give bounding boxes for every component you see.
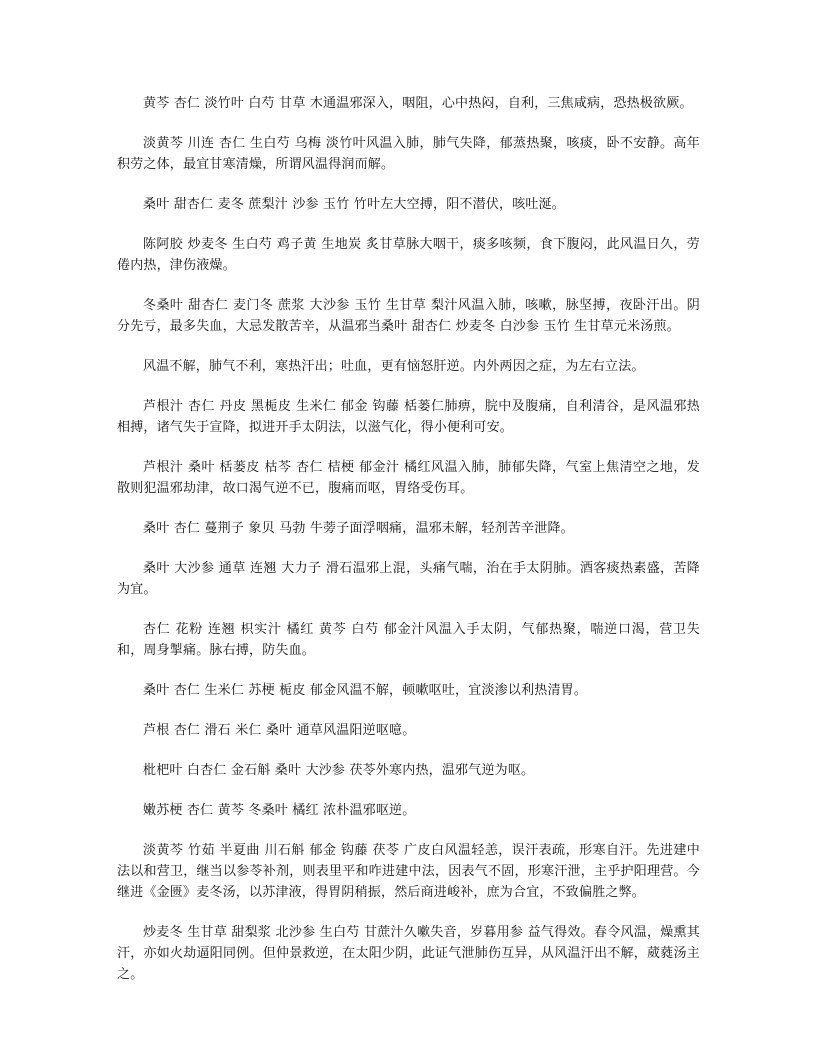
paragraph: 桑叶 杏仁 蔓荆子 象贝 马勃 牛蒡子面浮咽痛，温邪未解，轻剂苦辛泄降。	[143, 521, 574, 536]
paragraph: 杏仁 花粉 连翘 枳实汁 橘红 黄芩 白芍 郁金汁风温入手太阴，气郁热聚，喘逆口渴，营卫失和，周身掣痛。脉右搏，防失血。	[117, 622, 700, 658]
paragraph: 芦根 杏仁 滑石 米仁 桑叶 通草风温阳逆呕噫。	[143, 723, 416, 738]
paragraph: 淡黄芩 竹茹 半夏曲 川石斛 郁金 钩藤 茯苓 广皮白风温轻恙，误汗表疏，形寒自汗。先进建中法以和营卫，继当以参苓补剂，则表里平和咋进建中法，因表气不固，形寒汗泄，主乎护阳理营。今继进《金匮》麦冬汤，以苏津液，得胃阴稍振，然后商进峻补，庶为合宜，不致偏胜之弊。	[117, 843, 700, 900]
paragraph: 淡黄芩 川连 杏仁 生白芍 乌梅 淡竹叶风温入肺，肺气失降，郁蒸热聚，咳痰，卧不安静。高年积劳之体，最宜甘寒清燥，所谓风温得润而解。	[117, 136, 700, 172]
paragraph: 风温不解，肺气不利，寒热汗出；吐血，更有恼怒肝逆。内外两因之症，为左右立法。	[143, 359, 645, 374]
paragraph: 桑叶 大沙参 通草 连翘 大力子 滑石温邪上混，头痛气喘，治在手太阴肺。酒客痰热素盛，苦降为宜。	[117, 561, 700, 597]
document-page	[117, 93, 700, 1004]
paragraph: 黄芩 杏仁 淡竹叶 白芍 甘草 木通温邪深入，咽阻，心中热闷，自利，三焦咸病，恐热极欲厥。	[143, 96, 693, 111]
paragraph: 冬桑叶 甜杏仁 麦门冬 蔗浆 大沙参 玉竹 生甘草 梨汁风温入肺，咳嗽，脉坚搏，夜卧汗出。阴分先亏，最多失血，大忌发散苦辛，从温邪当桑叶 甜杏仁 炒麦冬 白沙参 玉竹 生甘草元米汤煎。	[117, 298, 700, 334]
paragraph: 桑叶 杏仁 生米仁 苏梗 栀皮 郁金风温不解，顿嗽呕吐，宜淡渗以利热清胃。	[143, 683, 588, 698]
paragraph: 陈阿胶 炒麦冬 生白芍 鸡子黄 生地炭 炙甘草脉大咽干，痰多咳频，食下腹闷，此风温日久，劳倦内热，津伤液燥。	[117, 237, 700, 273]
paragraph: 嫩苏梗 杏仁 黄芩 冬桑叶 橘红 浓朴温邪呕逆。	[143, 803, 416, 818]
paragraph: 芦根汁 杏仁 丹皮 黑栀皮 生米仁 郁金 钩藤 栝蒌仁肺痹，脘中及腹痛，自利清谷，是风温邪热相搏，诸气失于宣降，拟进开手太阴法，以滋气化，得小便利可安。	[117, 399, 700, 435]
paragraph: 桑叶 甜杏仁 麦冬 蔗梨汁 沙参 玉竹 竹叶左大空搏，阳不潜伏，咳吐涎。	[143, 197, 565, 212]
paragraph: 芦根汁 桑叶 栝蒌皮 枯芩 杏仁 桔梗 郁金汁 橘红风温入肺，肺郁失降，气室上焦清空之地，发散则犯温邪劫津，故口渴气逆不已，腹痛而呕，胃络受伤耳。	[117, 460, 700, 496]
paragraph: 枇杷叶 白杏仁 金石斛 桑叶 大沙参 茯苓外寒内热，温邪气逆为呕。	[143, 763, 535, 778]
paragraph: 炒麦冬 生甘草 甜梨浆 北沙参 生白芍 甘蔗汁久嗽失音，岁暮用参 益气得效。春令风温，燥熏其汗，亦如火劫逼阳同例。但仲景救逆，在太阳少阴，此证气泄肺伤互异，从风温汗出不解，葳蕤汤主之。	[117, 925, 700, 982]
